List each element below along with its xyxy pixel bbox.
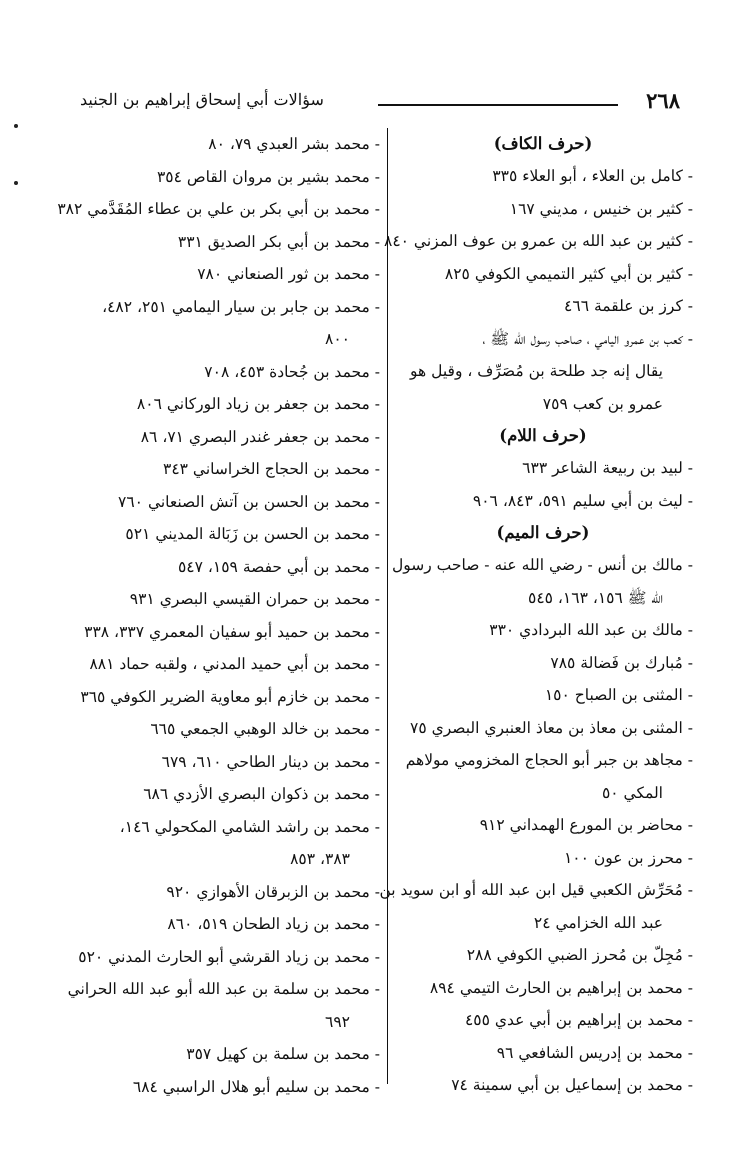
margin-mark: [14, 124, 18, 128]
index-entry: - المثنى بن معاذ بن معاذ العنبري البصري ٧٥: [410, 718, 693, 737]
index-entry-continuation: المكي ٥٠: [601, 783, 663, 802]
index-entry: - كثير بن خنيس ، مديني ١٦٧: [509, 199, 693, 218]
running-title: سؤالات أبي إسحاق إبراهيم بن الجنيد: [80, 90, 324, 109]
index-entry: - محمد بن جعفر غندر البصري ٧١، ٨٦: [140, 427, 380, 446]
index-entry: - محمد بشير بن مروان القاص ٣٥٤: [156, 167, 380, 186]
index-entry: - محمد بن حميد أبو سفيان المعمري ٣٣٧، ٣٣٨: [84, 622, 380, 641]
index-entry: - محمد بن أبي حفصة ١٥٩، ٥٤٧: [177, 557, 380, 576]
header-rule: [378, 104, 618, 106]
index-entry: - محمد بن خازم أبو معاوية الضرير الكوفي ٣٦٥: [80, 687, 380, 706]
index-entry: - محمد بن زياد القرشي أبو الحارث المدني ٥٢٠: [78, 947, 380, 966]
index-entry: - كامل بن العلاء ، أبو العلاء ٣٣٥: [492, 167, 693, 185]
index-entry: - محمد بن الحسن بن آتش الصنعاني ٧٦٠: [118, 492, 380, 511]
index-entry: - محمد بن أبي بكر الصديق ٣٣١: [177, 232, 380, 251]
index-entry-continuation: ٣٨٣، ٨٥٣: [290, 850, 350, 868]
margin-mark: [14, 181, 18, 185]
index-entry: - مُجِلّ بن مُحرز الضبي الكوفي ٢٨٨: [466, 946, 693, 964]
index-entry: - محمد بن حمران القيسي البصري ٩٣١: [129, 590, 380, 608]
index-entry: - محمد بشر العبدي ٧٩، ٨٠: [208, 135, 380, 153]
letter-heading: (حرف الكاف): [493, 134, 593, 153]
index-entry: - كثير بن أبي كثير التميمي الكوفي ٨٢٥: [444, 264, 693, 283]
index-entry: - محمد بن أبي بكر بن علي بن عطاء المُقَدَّمي ٣٨٢: [57, 200, 380, 218]
index-entry: - محمد بن الحسن بن زَبَالة المديني ٥٢١: [125, 525, 380, 543]
index-entry: - محمد بن الحجاج الخراساني ٣٤٣: [163, 460, 380, 478]
index-entry: - محاضر بن المورع الهمداني ٩١٢: [479, 816, 693, 834]
index-entry: - محمد بن سلمة بن عبد الله أبو عبد الله الحراني: [67, 980, 380, 998]
index-entry: - محمد بن جعفر بن زياد الوركاني ٨٠٦: [136, 395, 380, 413]
index-entry: - محمد بن إسماعيل بن أبي سمينة ٧٤: [451, 1076, 693, 1094]
index-entry: - محمد بن خالد الوهبي الجمعي ٦٦٥: [150, 720, 380, 738]
index-entry: - مجاهد بن جبر أبو الحجاج المخزومي مولاهم: [405, 751, 693, 769]
index-entry: - محمد بن سلمة بن كهيل ٣٥٧: [186, 1045, 380, 1063]
index-entry: - محمد بن ذكوان البصري الأزدي ٦٨٦: [143, 785, 380, 803]
index-entry: - مالك بن أنس - رضي الله عنه - صاحب رسول: [392, 556, 693, 574]
index-entry: - محمد بن جُحادة ٤٥٣، ٧٠٨: [204, 362, 380, 381]
letter-heading: (حرف اللام): [499, 426, 587, 445]
index-entry: - كعب بن عمرو اليامي ، صاحب رسول الله ﷺ ،: [482, 329, 693, 348]
index-entry: - مُحَرِّش الكعبي قيل ابن عبد الله أو ابن سويد بن: [379, 881, 693, 899]
index-entry: - مُبارك بن فَضالة ٧٨٥: [550, 653, 693, 672]
index-entry: - كثير بن عبد الله بن عمرو بن عوف المزني ٨٤٠: [384, 232, 693, 250]
index-entry: - المثنى بن الصباح ١٥٠: [544, 686, 693, 704]
index-entry: - محمد بن إدريس الشافعي ٩٦: [496, 1043, 693, 1062]
page-header: [80, 88, 680, 122]
index-entry-continuation: ٨٠٠: [325, 330, 350, 348]
index-column-right: [379, 128, 693, 1102]
index-entry: - محمد بن الزبرقان الأهوازي ٩٢٠: [166, 882, 380, 901]
index-entry: - مالك بن عبد الله البردادي ٣٣٠: [489, 621, 693, 639]
index-entry: - محمد بن إبراهيم بن أبي عدي ٤٥٥: [464, 1011, 693, 1029]
page-number: ٢٦٨: [646, 88, 680, 113]
index-entry-continuation: ٦٩٢: [325, 1012, 350, 1031]
index-entry: - ليث بن أبي سليم ٥٩١، ٨٤٣، ٩٠٦: [472, 491, 693, 510]
index-entry: - محرز بن عون ١٠٠: [563, 848, 693, 867]
index-entry-continuation: عبد الله الخزامي ٢٤: [533, 913, 663, 932]
index-entry: - محمد بن راشد الشامي المكحولي ١٤٦،: [119, 817, 380, 836]
index-entry: - محمد بن أبي حميد المدني ، ولقبه حماد ٨٨١: [89, 655, 380, 673]
letter-heading: (حرف الميم): [496, 523, 590, 542]
index-entry: - محمد بن دينار الطاحي ٦١٠، ٦٧٩: [161, 752, 380, 771]
index-column-left: [57, 128, 380, 1103]
index-entry: - محمد بن ثور الصنعاني ٧٨٠: [197, 265, 380, 283]
index-entry: - محمد بن سليم أبو هلال الراسبي ٦٨٤: [132, 1077, 380, 1096]
index-entry-continuation: يقال إنه جد طلحة بن مُصَرِّف ، وقيل هو: [410, 362, 663, 380]
index-entry: - محمد بن إبراهيم بن الحارث التيمي ٨٩٤: [429, 978, 693, 997]
index-entry: - محمد بن جابر بن سيار اليمامي ٢٥١، ٤٨٢،: [102, 297, 380, 316]
index-entry-continuation: عمرو بن كعب ٧٥٩: [542, 394, 663, 413]
index-entry-continuation: الله ﷺ ١٥٦، ١٦٣، ٥٤٥: [528, 588, 663, 607]
index-entry: - كرز بن علقمة ٤٦٦: [564, 297, 693, 315]
index-entry: - لبيد بن ربيعة الشاعر ٦٣٣: [522, 459, 693, 477]
column-divider: [387, 128, 388, 1084]
index-entry: - محمد بن زياد الطحان ٥١٩، ٨٦٠: [167, 915, 380, 933]
